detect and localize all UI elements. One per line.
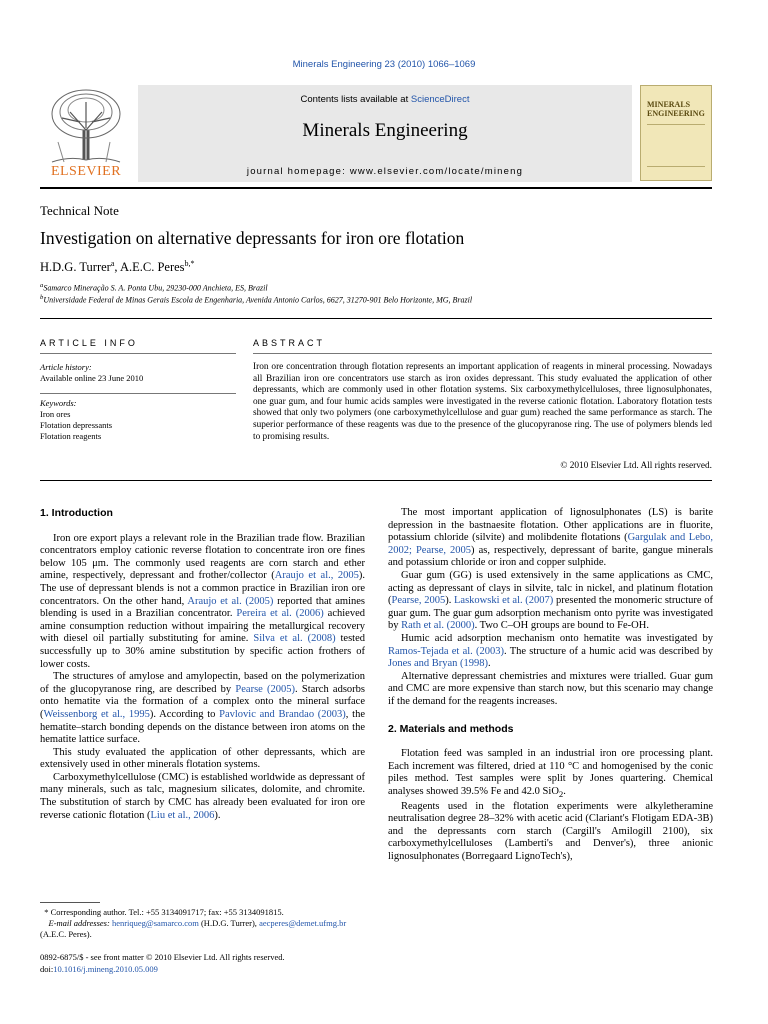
- paragraph: The most important application of lignosulphonates (LS) is barite depression in the bastnaesite flotation. Other applications are in fluorite, potassium chloride (silvite) and molibdenite flotations (Gargulak and Lebo, 2002; Pearse, 2005) as, respectively, depressant of barite, gangue minerals and potassium chloride or iron and copper sulphide.: [388, 507, 713, 569]
- section-rule: [40, 480, 712, 481]
- article-history: [40, 362, 236, 384]
- author-affil-marker[interactable]: a: [110, 259, 115, 268]
- info-rule: [40, 393, 236, 394]
- cover-title-line2: ENGINEERING: [647, 109, 705, 118]
- paragraph: Guar gum (GG) is used extensively in the same applications as CMC, acting as depressant of clays in silvite, talc in nickel, and platinum flotation (Pearse, 2005). Laskowski et al. (2007) presented the monomeric structure of guar gum. The guar gum adsorption mechanism onto pyrite was investigated by Rath et al. (2000). Two C–OH groups are bound to Fe-OH.: [388, 569, 713, 632]
- abstract-heading: ABSTRACT: [253, 338, 326, 348]
- elsevier-logo: [40, 82, 132, 182]
- author-affil-marker[interactable]: b,*: [184, 259, 195, 268]
- article-title: Investigation on alternative depressants for iron ore flotation: [40, 228, 465, 248]
- doi-line: doi:10.1016/j.mineng.2010.05.009: [40, 963, 158, 974]
- keyword: Iron ores: [40, 409, 71, 419]
- citation-link[interactable]: Ramos-Tejada et al. (2003): [388, 645, 505, 657]
- section-rule: [40, 318, 712, 319]
- citation-link[interactable]: Weissenborg et al., 1995: [43, 708, 150, 720]
- sciencedirect-link[interactable]: ScienceDirect: [410, 94, 470, 105]
- email-addresses: E-mail addresses: henriqueg@samarco.com (H.D.G. Turrer), aecperes@demet.ufmg.br (A.E.C. Peres).: [40, 918, 347, 939]
- doi-link[interactable]: 10.1016/j.mineng.2010.05.009: [53, 963, 158, 974]
- citation-link[interactable]: Pavlovic and Brandao (2003): [219, 708, 346, 720]
- journal-homepage[interactable]: journal homepage: www.elsevier.com/locate/mineng: [246, 166, 524, 177]
- issn-line: 0892-6875/$ - see front matter © 2010 Elsevier Ltd. All rights reserved.: [40, 952, 285, 962]
- journal-citation[interactable]: Minerals Engineering 23 (2010) 1066–1069: [292, 59, 476, 70]
- history-label: Article history:: [40, 362, 92, 372]
- history-date: Available online 23 June 2010: [40, 373, 144, 383]
- info-rule: [40, 353, 236, 354]
- keywords: [40, 398, 236, 442]
- cover-title-line1: MINERALS: [647, 100, 691, 109]
- footnote-rule: [40, 902, 100, 903]
- paragraph: Iron ore export plays a relevant role in the Brazilian trade flow. Brazilian concentrators employ cationic reverse flotation to concentrate iron ore fines below 105 μm. The commonly used reagents are corn starch and ether amine, respectively, depressant and frother/collector (Araujo et al., 2005). The use of depressant blends is not a common practice in Brazilian iron ore concentrators. On the other hand, Araujo et al. (2005) reported that amines blending is used in a Brazilian concentrator. Pereira et al. (2006) achieved amine consumption reduction without impairing the metallurgical recovery with diesel oil partially substituting for amine. Silva et al. (2008) tested successfully up to 30% amine substitution by specific action frothers of lower costs.: [40, 532, 366, 670]
- article-type: Technical Note: [40, 203, 119, 218]
- paragraph: Carboxymethylcellulose (CMC) is established worldwide as depressant of many minerals, such as talc, magnesium silicates, dolomite, and chromite. The substitution of starch by CMC has already been evaluated for iron ore reverse cationic flotation (Liu et al., 2006).: [40, 771, 365, 821]
- paragraph: Reagents used in the flotation experiments were alkyletheramine neutralisation degree 28–32% with acetic acid (Clariant's Flotigam EDA-3B) and the depressants corn starch (Cargill's Amilogill 2100), six carboxymethylcelluloses (Lamberti's and Denver's), three anionic lignosulphonates (Borregaard LignoTech's),: [388, 800, 713, 862]
- section-heading-materials-methods: 2. Materials and methods: [388, 722, 514, 735]
- paragraph: Alternative depressant chemistries and mixtures were trialled. Guar gum and CMC are more expensive than starch now, but this scenario may change if the demand for the reagents increases.: [388, 670, 713, 707]
- paragraph: Humic acid adsorption mechanism onto hematite was investigated by Ramos-Tejada et al. (2003). The structure of a humic acid was described by Jones and Bryan (1998).: [388, 632, 713, 670]
- citation-link[interactable]: Araujo et al. (2005): [187, 595, 274, 607]
- author-name: A.E.C. Peres: [119, 260, 185, 275]
- author-list: H.D.G. Turrer$^a$, A.E.C. Peres$^{b,*}$: [40, 259, 195, 275]
- paragraph: This study evaluated the application of other depressants, which are extensively used in other minerals flotation systems.: [40, 746, 365, 771]
- section-heading-introduction: 1. Introduction: [40, 507, 113, 519]
- cover-title: [647, 100, 705, 118]
- contents-line: [138, 94, 632, 105]
- citation-link[interactable]: Laskowski et al. (2007): [454, 595, 554, 607]
- email-link[interactable]: henriqueg@samarco.com: [111, 918, 199, 928]
- citation-link[interactable]: Rath et al. (2000): [401, 620, 475, 632]
- journal-title: Minerals Engineering: [302, 120, 468, 141]
- affiliation-a: $^a$Samarco Mineração S. A. Ponta Ubu, 29230-000 Anchieta, ES, Brazil: [40, 282, 268, 293]
- affiliation-b: $^b$Universidade Federal de Minas Gerais Escola de Engenharia, Avenida Antonio Carlos, 6627, 31270-901 Belo Horizonte, MG, Brazil: [40, 294, 473, 305]
- left-column: [40, 507, 365, 822]
- abstract-copyright: © 2010 Elsevier Ltd. All rights reserved.: [560, 461, 712, 471]
- header-rule: [40, 187, 712, 189]
- citation-link[interactable]: Silva et al. (2008): [253, 633, 336, 645]
- publisher-name: ELSEVIER: [50, 164, 122, 179]
- article-info-heading: ARTICLE INFO: [40, 338, 138, 348]
- abstract-text: Iron ore concentration through flotation represents an important application of reagents in mineral processing. Nowadays all Brazilian iron ore concentrators use starch as iron oxides depressant. This study evaluated the application of other depressants, which are commonly used in other flotation systems. Six carboxymethylcelluloses, three lignosulphonates, one guar gum, and four humic acids samples were investigated in the reverse cationic flotation. Laboratory flotation tests showed that only two polymers (one carboxymethylcellulose and guar gum) reached the same performance as starch. The superior performance of these reagents was due to the presence of the glucopyranose ring. The use of polymers blends led to promising results.: [253, 362, 712, 442]
- citation-link[interactable]: Araujo et al., 2005: [274, 570, 359, 582]
- cover-divider: [647, 124, 705, 125]
- citation-link[interactable]: Pereira et al. (2006): [236, 608, 324, 620]
- journal-cover: [640, 85, 712, 181]
- right-column: [388, 507, 713, 864]
- author-name: H.D.G. Turrer: [40, 260, 111, 275]
- keyword: Flotation depressants: [40, 420, 113, 430]
- citation-link[interactable]: Jones and Bryan (1998): [388, 658, 489, 670]
- email-link[interactable]: aecperes@demet.ufmg.br: [259, 918, 347, 928]
- cover-divider: [647, 166, 705, 167]
- citation-link[interactable]: Pearse, 2005: [391, 595, 446, 607]
- corresponding-author: * Corresponding author. Tel.: +55 3134091717; fax: +55 3134091815.: [40, 907, 284, 917]
- citation-link[interactable]: Gargulak and Lebo, 2002; Pearse, 2005: [388, 532, 713, 556]
- contents-prefix: Contents lists available at: [300, 94, 411, 105]
- abstract-rule: [253, 353, 712, 354]
- paragraph: Flotation feed was sampled in an industrial iron ore processing plant. Each increment was filtered, dried at 110 °C and homogenised by the conic piles method. Test samples were split by Jones quartering. Chemical analyses showed 39.5% Fe and 42.0 SiO$_2$.: [388, 748, 713, 799]
- keywords-label: Keywords:: [40, 398, 77, 408]
- citation-link[interactable]: Pearse (2005): [235, 683, 296, 695]
- footnote: [40, 907, 370, 940]
- paragraph: The structures of amylose and amylopectin, based on the polymerization of the glucopyranose ring, are described by Pearse (2005). Starch adsorbs onto hematite via the formation of a complex onto the mineral surface (Weissenborg et al., 1995). According to Pavlovic and Brandao (2003), the hematite–starch bonding depends on the distance between iron atoms on the hematite lattice surface.: [40, 671, 365, 746]
- citation-link[interactable]: Liu et al., 2006: [150, 809, 215, 821]
- keyword: Flotation reagents: [40, 431, 102, 441]
- front-matter: [40, 952, 370, 975]
